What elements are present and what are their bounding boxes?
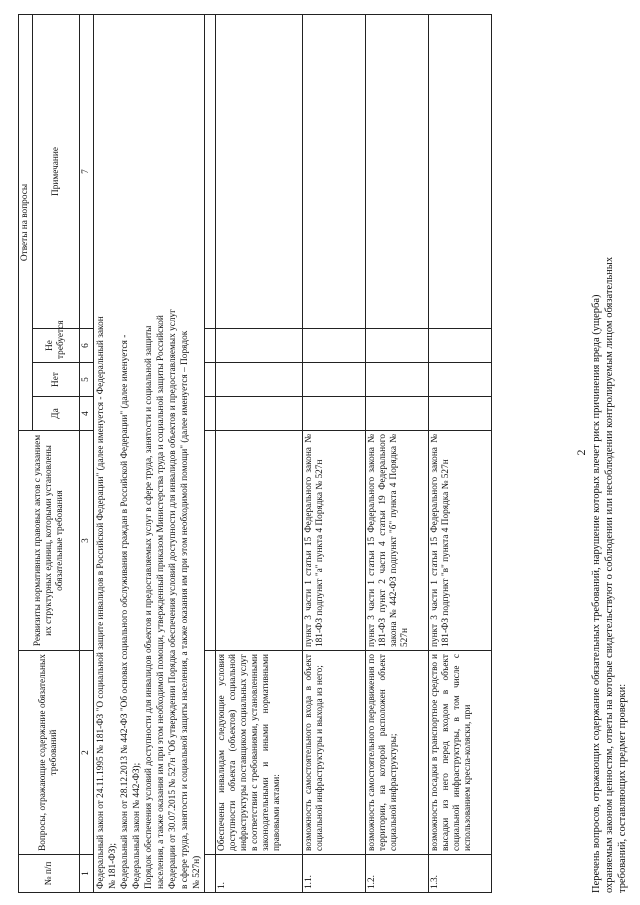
law-line: № 527н)	[192, 855, 202, 889]
col-number: 1	[80, 855, 94, 893]
answer-no-cell[interactable]	[429, 363, 492, 397]
law-line: Порядок обеспечения условий доступности для инвалидов объектов и предоставляемых услуг в сфере труда, занятости и социальной защиты	[144, 325, 154, 889]
header-question: Вопросы, отражающие содержание обязательных требований	[19, 651, 80, 855]
row-question: возможность самостоятельного входа в объект социальной инфраструктуры и выхода из него;	[303, 651, 366, 855]
table-row	[366, 14, 429, 892]
row-number: 1.	[216, 855, 303, 893]
column-numbers-row	[80, 14, 94, 892]
table-row	[216, 14, 303, 892]
checklist-table	[18, 14, 492, 893]
row-requisites: пункт 3 части 1 статьи 15 Федерального закона № 181-ФЗ подпункт "в" пункта 4 Порядка № 527н	[429, 431, 492, 651]
answer-yes-cell[interactable]	[429, 397, 492, 431]
row-question: Обеспечены инвалидам следующие условия доступности объекта (объектов) социальной инфраструктуры поставщиком социальных услуг в соответствии с требованиями, установленными законодательными и иными нормативными правовыми актами:	[216, 651, 303, 855]
row-question: возможность самостоятельного передвижения по территории, на которой расположен объект социальной инфраструктуры;	[366, 651, 429, 855]
answer-not-required-cell[interactable]	[366, 329, 429, 363]
note-cell[interactable]	[366, 14, 429, 328]
answer-no-cell[interactable]	[303, 363, 366, 397]
header-yes: Да	[33, 397, 80, 431]
col-number: 3	[80, 431, 94, 651]
row-requisites	[216, 431, 303, 651]
intro-line: охраняемым законом ценностям, ответы на которые свидетельствуют о соблюдении или несоблюдении контролируемым лицом обязательных	[604, 256, 615, 893]
law-line: № 181-ФЗ);	[108, 843, 118, 889]
row-requisites: пункт 3 части 1 статьи 15 Федерального закона № 181-ФЗ пункт 2 части 4 статьи 19 Федерального закона № 442-ФЗ подпункт "б" пункта 4 Порядка № 527н	[366, 431, 429, 651]
intro-line: требований, составляющих предмет проверки:	[617, 683, 628, 893]
intro-line: Перечень вопросов, отражающих содержание обязательных требований, нарушение которых влечет риск причинения вреда (ущерба)	[591, 294, 602, 893]
law-references	[94, 14, 205, 892]
col-number: 2	[80, 651, 94, 855]
header-not-required: Не требуется	[33, 329, 80, 363]
header-no: Нет	[33, 363, 80, 397]
table-row	[303, 14, 366, 892]
header-answers: Ответы на вопросы	[19, 14, 33, 430]
answer-not-required-cell[interactable]	[429, 329, 492, 363]
answer-yes-cell[interactable]	[216, 397, 303, 431]
header-note: Примечание	[33, 14, 80, 328]
note-cell[interactable]	[429, 14, 492, 328]
intro-paragraph	[590, 13, 629, 893]
page-number: 2	[574, 449, 588, 456]
answer-no-cell[interactable]	[366, 363, 429, 397]
row-number: 1.3.	[429, 855, 492, 893]
row-number: 1.2.	[366, 855, 429, 893]
row-number: 1.1.	[303, 855, 366, 893]
law-line: в сфере труда, занятости и социальной защиты населения, а также оказания им при этом необходимой помощи" (далее именуется – Порядок	[180, 330, 190, 889]
separator-row	[205, 14, 216, 892]
law-reference-row	[94, 14, 205, 892]
row-question: возможность посадки в транспортное средство и высадки из него перед входом в объект социальной инфраструктуры, в том числе с использованием кресла-коляски, при	[429, 651, 492, 855]
note-cell[interactable]	[216, 14, 303, 328]
law-line: Федерации от 30.07.2015 № 527н "Об утверждении Порядка обеспечения условий доступности для инвалидов объектов и предоставляемых услуг	[168, 309, 178, 889]
col-number: 5	[80, 363, 94, 397]
header-requisites: Реквизиты нормативных правовых актов с указанием их структурных единиц, которыми установлены обязательные требования	[19, 431, 80, 651]
header-num: № п/п	[19, 855, 80, 893]
table-header-row	[19, 14, 33, 892]
law-line: Федеральный закон от 24.11.1995 № 181-ФЗ "О социальной защите инвалидов в Российской Федерации" (далее именуется - Федеральный закон	[96, 316, 106, 889]
law-line: населения, а также оказания им при этом необходимой помощи, утвержденный приказом Министерства труда и социальной защиты Российской	[156, 315, 166, 889]
answer-not-required-cell[interactable]	[216, 329, 303, 363]
col-number: 4	[80, 397, 94, 431]
row-requisites: пункт 3 части 1 статьи 15 Федерального закона № 181-ФЗ подпункт "а" пункта 4 Порядка № 527н	[303, 431, 366, 651]
table-row	[429, 14, 492, 892]
note-cell[interactable]	[303, 14, 366, 328]
answer-yes-cell[interactable]	[303, 397, 366, 431]
law-line: Федеральный закон № 442-ФЗ);	[132, 762, 142, 889]
col-number: 6	[80, 329, 94, 363]
answer-yes-cell[interactable]	[366, 397, 429, 431]
answer-not-required-cell[interactable]	[303, 329, 366, 363]
law-line: Федеральный закон от 28.12.2013 № 442-ФЗ "Об основах социального обслуживания граждан в Российской Федерации" (далее именуется -	[120, 334, 130, 889]
col-number: 7	[80, 14, 94, 328]
answer-no-cell[interactable]	[216, 363, 303, 397]
